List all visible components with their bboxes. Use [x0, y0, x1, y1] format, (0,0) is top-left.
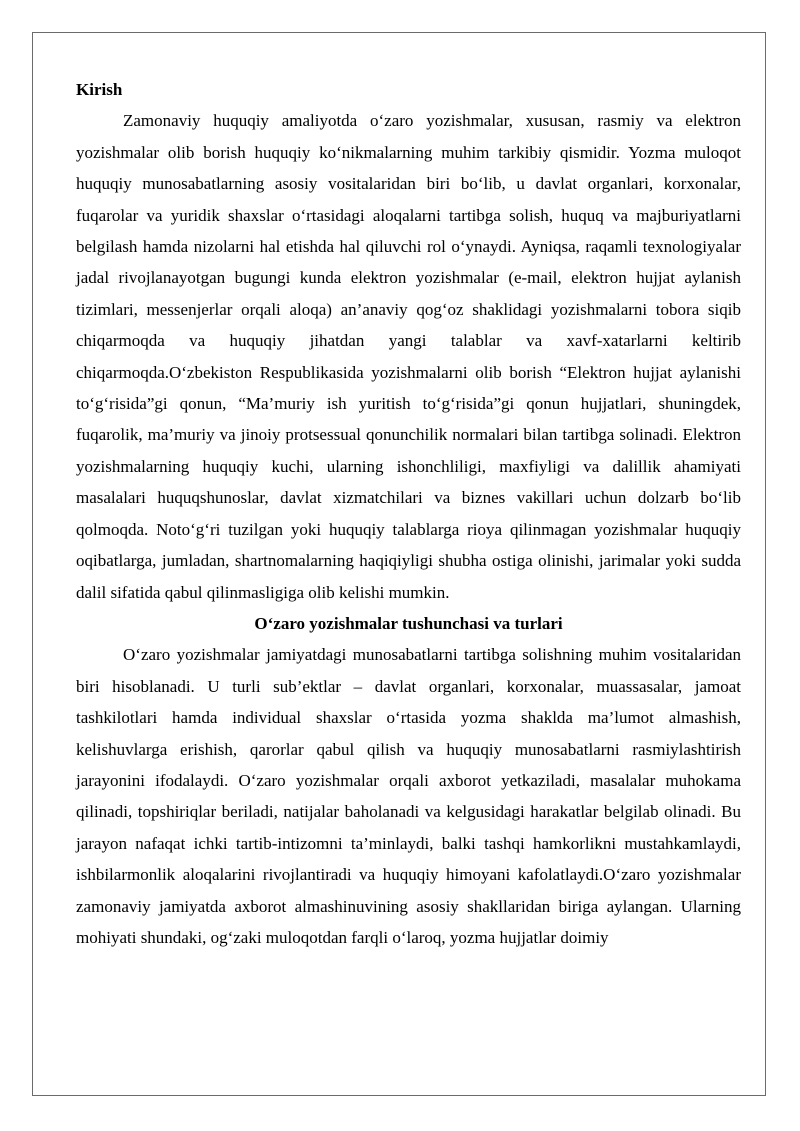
paragraph-concepts: O‘zaro yozishmalar jamiyatdagi munosabatlarni tartibga solishning muhim vositalaridan biri hisoblanadi. U turli sub’ektlar – davlat organlari, korxonalar, muassasalar, jamoat tashkilotlari hamda individual shaxslar o‘rtasida yozma shaklda ma’lumot almashish, kelishuvlarga erishish, qarorlar qabul qilish va huquqiy munosabatlarni rasmiylashtirish jarayonini ifodalaydi. O‘zaro yozishmalar orqali axborot yetkaziladi, masalalar muhokama qilinadi, topshiriqlar beriladi, natijalar baholanadi va kelgusidagi harakatlar belgilab olinadi. Bu jarayon nafaqat ichki tartib-intizomni ta’minlaydi, balki tashqi hamkorlikni mustahkamlaydi, ishbilarmonlik aloqalarini rivojlantiradi va huquqiy himoyani kafolatlaydi.O‘zaro yozishmalar zamonaviy jamiyatda axborot almashinuvining asosiy shakllaridan biriga aylangan. Ularning mohiyati shundaki, og‘zaki muloqotdan farqli o‘laroq, yozma hujjatlar doimiy: [76, 645, 741, 947]
document-body: [76, 74, 741, 953]
section-heading-intro: Kirish: [76, 80, 123, 99]
paragraph-intro: Zamonaviy huquqiy amaliyotda o‘zaro yozishmalar, xususan, rasmiy va elektron yozishmalar olib borish huquqiy ko‘nikmalarning muhim tarkibiy qismidir. Yozma muloqot huquqiy munosabatlarning asosiy vositalaridan biri bo‘lib, u davlat organlari, korxonalar, fuqarolar va yuridik shaxslar o‘rtasidagi aloqalarni tartibga solish, huquq va majburiyatlarni belgilash hamda nizolarni hal etishda hal qiluvchi rol o‘ynaydi. Ayniqsa, raqamli texnologiyalar jadal rivojlanayotgan bugungi kunda elektron yozishmalar (e-mail, elektron hujjat aylanish tizimlari, messenjerlar orqali aloqa) an’anaviy qog‘oz shaklidagi yozishmalarni tobora siqib chiqarmoqda va huquqiy jihatdan yangi talablar va xavf-xatarlarni keltirib chiqarmoqda.O‘zbekiston Respublikasida yozishmalarni olib borish “Elektron hujjat aylanishi to‘g‘risida”gi qonun, “Ma’muriy ish yuritish to‘g‘risida”gi qonun hujjatlari, shuningdek, fuqarolik, ma’muriy va jinoiy protsessual qonunchilik normalari bilan tartibga solinadi. Elektron yozishmalarning huquqiy kuchi, ularning ishonchliligi, maxfiyligi va dalillik ahamiyati masalalari huquqshunoslar, davlat xizmatchilari va biznes vakillari uchun dolzarb bo‘lib qolmoqda. Noto‘g‘ri tuzilgan yoki huquqiy talablarga rioya qilinmagan yozishmalar huquqiy oqibatlarga, jumladan, shartnomalarning haqiqiyligi shubha ostiga olinishi, jarimalar yoki sudda dalil sifatida qabul qilinmasligiga olib kelishi mumkin.: [76, 111, 741, 602]
section-heading-concepts: O‘zaro yozishmalar tushunchasi va turlari: [254, 613, 563, 633]
